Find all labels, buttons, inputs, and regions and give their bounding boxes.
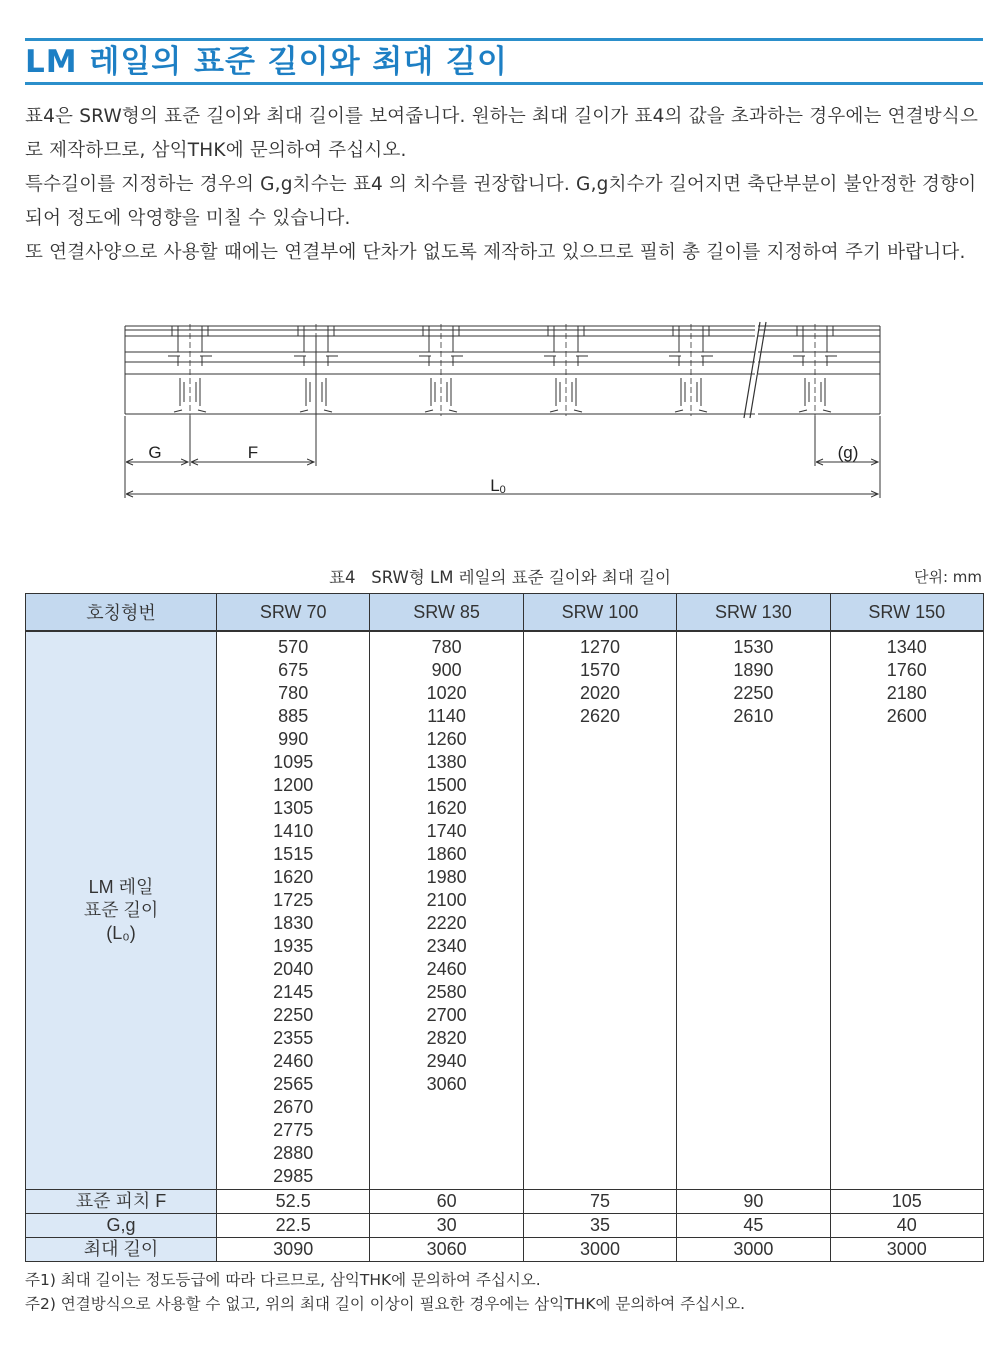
- std-length-value: 1270: [579, 637, 620, 657]
- std-length-value: 2985: [273, 1166, 314, 1186]
- spec-table: [25, 593, 984, 1262]
- std-length-value: 2460: [273, 1051, 314, 1071]
- std-length-label: LM 레일 표준 길이 (L₀): [26, 631, 217, 1190]
- max-label: 최대 길이: [26, 1238, 217, 1262]
- title-rule-bottom: [25, 82, 983, 85]
- std-length-value: 1890: [733, 660, 774, 680]
- pitch-value: 75: [523, 1190, 676, 1214]
- std-length-value: 900: [431, 660, 462, 680]
- std-length-value: 2020: [579, 683, 620, 703]
- std-length-value: 2460: [426, 959, 467, 979]
- std-length-value: 3060: [426, 1074, 467, 1094]
- intro-text: [25, 100, 985, 270]
- dimension-lines: [125, 336, 880, 498]
- header-label: 호칭형번: [26, 594, 217, 632]
- std-length-value: 2250: [733, 683, 774, 703]
- table-header-row: [26, 594, 984, 632]
- std-length-value: 2100: [426, 890, 467, 910]
- std-length-value: 1380: [426, 752, 467, 772]
- gg-value: 45: [677, 1214, 830, 1238]
- std-length-value: 2610: [733, 706, 774, 726]
- intro-paragraph: 또 연결사양으로 사용할 때에는 연결부에 단차가 없도록 제작하고 있으므로 필히 총 길이를 지정하여 주기 바랍니다.: [25, 242, 966, 263]
- std-length-value: 1260: [426, 729, 467, 749]
- rail-body: [125, 322, 880, 418]
- std-length-value: 570: [278, 637, 309, 657]
- std-length-value: 2775: [273, 1120, 314, 1140]
- std-lengths-cell: [523, 631, 676, 1190]
- std-lengths-cell: [370, 631, 523, 1190]
- std-length-value: 1530: [733, 637, 774, 657]
- std-length-value: 1140: [427, 706, 466, 726]
- header-model: SRW 150: [830, 594, 983, 632]
- std-length-value: 1200: [273, 775, 314, 795]
- table-row-max: [26, 1238, 984, 1262]
- table-row-pitch: [26, 1190, 984, 1214]
- std-length-value: 1980: [426, 867, 467, 887]
- std-lengths-cell: [830, 631, 983, 1190]
- max-value: 3090: [217, 1238, 370, 1262]
- std-length-value: 2355: [273, 1028, 314, 1048]
- pitch-value: 60: [370, 1190, 523, 1214]
- std-length-value: 1860: [426, 844, 467, 864]
- std-length-value: 2580: [426, 982, 467, 1002]
- max-value: 3060: [370, 1238, 523, 1262]
- std-length-value: 2145: [273, 982, 314, 1002]
- max-value: 3000: [830, 1238, 983, 1262]
- std-length-value: 2600: [886, 706, 927, 726]
- rail-diagram: [110, 316, 900, 506]
- table-row-std-lengths: [26, 631, 984, 1190]
- table-caption: 표4 SRW형 LM 레일의 표준 길이와 최대 길이: [329, 568, 671, 587]
- std-length-value: 675: [278, 660, 309, 680]
- pitch-value: 90: [677, 1190, 830, 1214]
- pitch-value: 52.5: [217, 1190, 370, 1214]
- pitch-value: 105: [830, 1190, 983, 1214]
- dim-label-F: F: [247, 443, 259, 462]
- pitch-label: 표준 피치 F: [26, 1190, 217, 1214]
- max-value: 3000: [523, 1238, 676, 1262]
- std-length-value: 2620: [579, 706, 620, 726]
- std-length-value: 2700: [426, 1005, 467, 1025]
- footnote: 주1) 최대 길이는 정도등급에 따라 다르므로, 삼익THK에 문의하여 주십시오.: [25, 1271, 541, 1289]
- std-length-value: 2940: [426, 1051, 467, 1071]
- std-length-value: 1020: [426, 683, 467, 703]
- std-length-value: 780: [431, 637, 462, 657]
- gg-value: 35: [523, 1214, 676, 1238]
- std-length-value: 2180: [886, 683, 927, 703]
- std-length-value: 1620: [426, 798, 467, 818]
- std-length-value: 2340: [426, 936, 467, 956]
- std-length-value: 1935: [273, 936, 314, 956]
- std-length-value: 2820: [426, 1028, 467, 1048]
- std-length-value: 1620: [273, 867, 314, 887]
- std-length-value: 2250: [273, 1005, 314, 1025]
- gg-label: G,g: [26, 1214, 217, 1238]
- footnotes: [25, 1268, 745, 1316]
- std-length-value: 2880: [273, 1143, 314, 1163]
- std-length-value: 2670: [273, 1097, 314, 1117]
- std-length-value: 1830: [273, 913, 314, 933]
- std-length-value: 1760: [886, 660, 927, 680]
- std-length-value: 1095: [273, 752, 314, 772]
- dim-label-g: (g): [837, 443, 859, 462]
- std-lengths-cell: [217, 631, 370, 1190]
- std-length-value: 1410: [273, 821, 314, 841]
- max-value: 3000: [677, 1238, 830, 1262]
- footnote: 주2) 연결방식으로 사용할 수 없고, 위의 최대 길이 이상이 필요한 경우에는 삼익THK에 문의하여 주십시오.: [25, 1295, 746, 1313]
- std-length-value: 1305: [273, 798, 314, 818]
- std-length-value: 1515: [273, 844, 314, 864]
- std-length-value: 2565: [273, 1074, 314, 1094]
- intro-paragraph: 특수길이를 지정하는 경우의 G,g치수는 표4 의 치수를 권장합니다. G,g치수가 길어지면 축단부분이 불안정한 경향이 되어 정도에 악영향을 미칠 수 있습니다.: [25, 174, 977, 229]
- std-length-value: 885: [278, 706, 309, 726]
- std-lengths-cell: [677, 631, 830, 1190]
- std-length-value: 1725: [273, 890, 314, 910]
- intro-paragraph: 표4은 SRW형의 표준 길이와 최대 길이를 보여줍니다. 원하는 최대 길이가 표4의 값을 초과하는 경우에는 연결방식으로 제작하므로, 삼익THK에 문의하여 주십시오.: [25, 106, 979, 161]
- header-model: SRW 85: [370, 594, 523, 632]
- header-model: SRW 130: [677, 594, 830, 632]
- std-length-value: 2220: [426, 913, 467, 933]
- std-length-value: 1740: [426, 821, 467, 841]
- dim-label-G: G: [148, 443, 162, 462]
- std-length-value: 2040: [273, 959, 314, 979]
- std-length-value: 1570: [579, 660, 620, 680]
- std-length-value: 780: [278, 683, 309, 703]
- header-model: SRW 70: [217, 594, 370, 632]
- rail-diagram-svg: [110, 316, 900, 506]
- table-row-gg: [26, 1214, 984, 1238]
- std-length-value: 1340: [886, 637, 927, 657]
- std-length-value: 1500: [426, 775, 467, 795]
- dim-label-L: L0: [490, 476, 506, 496]
- gg-value: 40: [830, 1214, 983, 1238]
- gg-value: 30: [370, 1214, 523, 1238]
- table-unit: 단위: mm: [913, 568, 982, 586]
- header-model: SRW 100: [523, 594, 676, 632]
- mounting-holes: [168, 324, 837, 416]
- std-length-value: 990: [278, 729, 309, 749]
- gg-value: 22.5: [217, 1214, 370, 1238]
- page-title: LM 레일의 표준 길이와 최대 길이: [25, 44, 508, 80]
